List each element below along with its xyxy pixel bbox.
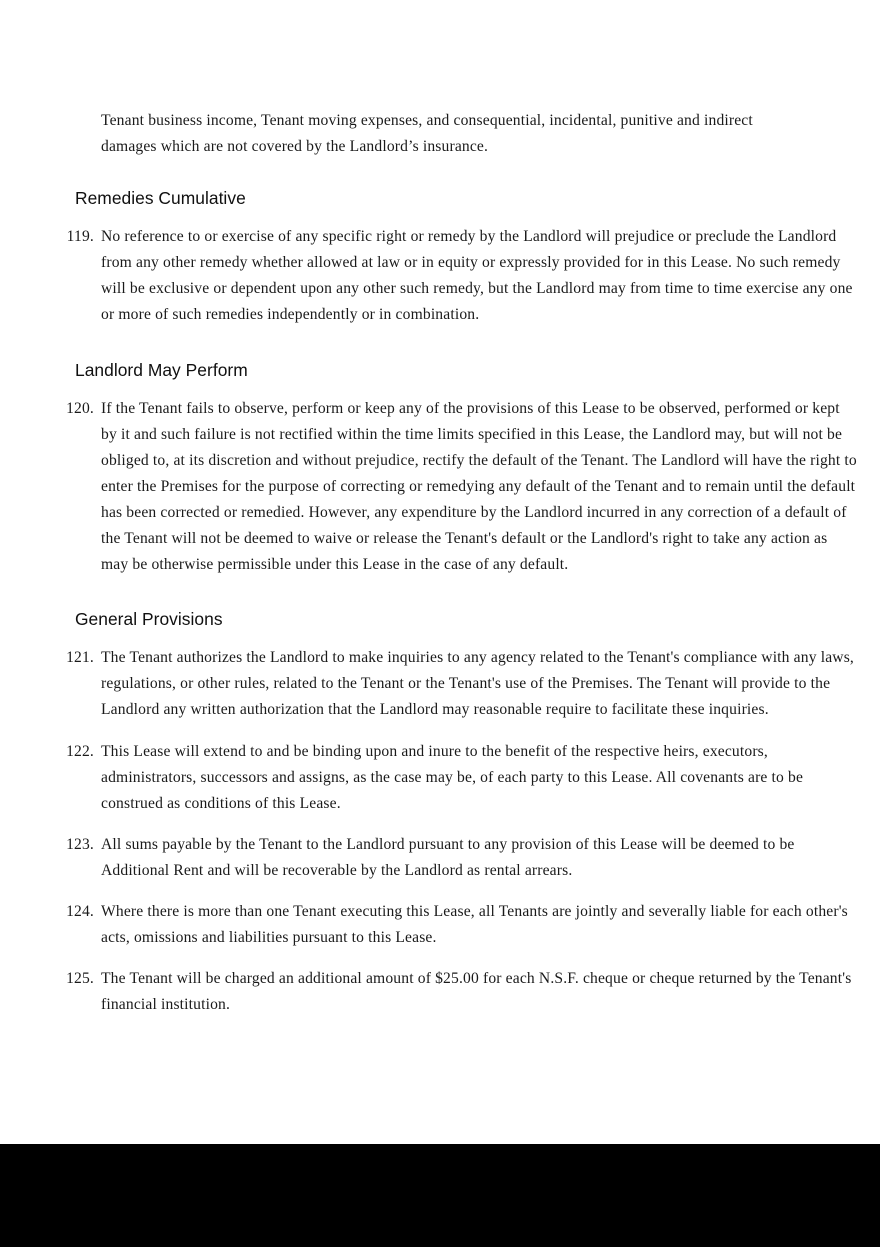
clause-text: No reference to or exercise of any specific right or remedy by the Landlord will prejudice or preclude the Landlord from any other remedy whether allowed at law or in equity or expressly provided for in this Lease. No such remedy will be exclusive or dependent upon any other such remedy, but the Landlord may from time to time exercise any one or more of such remedies independently or in combination. — [101, 228, 853, 324]
page-bottom-black-band — [0, 1144, 880, 1247]
clause-125 — [60, 966, 858, 1018]
document-content — [60, 108, 857, 1018]
clause-120 — [60, 396, 858, 579]
clause-number: 124. — [66, 902, 94, 920]
clause-number: 125. — [66, 970, 94, 988]
lead-paragraph: Tenant business income, Tenant moving expenses, and consequential, incidental, punitive and indirect damages which are not covered by the Landlord’s insurance. — [101, 112, 753, 156]
clause-text: This Lease will extend to and be binding upon and inure to the benefit of the respective heirs, executors, administrators, successors and assigns, as the case may be, of each party to this Lease. All covenants are to be construed as conditions of this Lease. — [101, 742, 804, 812]
clause-123 — [60, 832, 858, 884]
clause-text: Where there is more than one Tenant executing this Lease, all Tenants are jointly and severally liable for each other's acts, omissions and liabilities pursuant to this Lease. — [101, 902, 848, 947]
clause-121 — [60, 645, 858, 723]
clause-text: The Tenant will be charged an additional amount of $25.00 for each N.S.F. cheque or cheque returned by the Tenant's financial institution. — [101, 970, 852, 1014]
section-heading-remedies-cumulative: Remedies Cumulative — [75, 188, 246, 209]
clause-text: If the Tenant fails to observe, perform or keep any of the provisions of this Lease to be observed, performed or kept by it and such failure is not rectified within the time limits specified in this Lease, the Landlord may, but will not be obliged to, at its discretion and without prejudice, rectify the default of the Tenant. The Landlord will have the right to enter the Premises for the purpose of correcting or remedying any default of the Tenant and to remain until the default has been corrected or remedied. However, any expenditure by the Landlord incurred in any correction of a default of the Tenant will not be deemed to waive or release the Tenant's default or the Landlord's right to take any action as may be otherwise permissible under this Lease in the case of any default. — [101, 399, 857, 574]
clause-119 — [60, 224, 858, 328]
clause-number: 122. — [66, 742, 94, 760]
clause-text: The Tenant authorizes the Landlord to make inquiries to any agency related to the Tenant's compliance with any laws, regulations, or other rules, related to the Tenant or the Tenant's use of the Premises. The Tenant will provide to the Landlord any written authorization that the Landlord may reasonable require to facilitate these inquiries. — [101, 649, 854, 719]
clause-number: 119. — [66, 228, 94, 246]
clause-124 — [60, 899, 858, 951]
clause-number: 121. — [66, 649, 94, 667]
clause-122 — [60, 739, 858, 817]
section-heading-general-provisions: General Provisions — [75, 609, 223, 630]
clause-number: 120. — [66, 399, 94, 417]
clause-text: All sums payable by the Tenant to the Landlord pursuant to any provision of this Lease will be deemed to be Additional Rent and will be recoverable by the Landlord as rental arrears. — [101, 835, 795, 879]
section-heading-landlord-may-perform: Landlord May Perform — [75, 359, 248, 380]
clause-number: 123. — [66, 835, 94, 853]
